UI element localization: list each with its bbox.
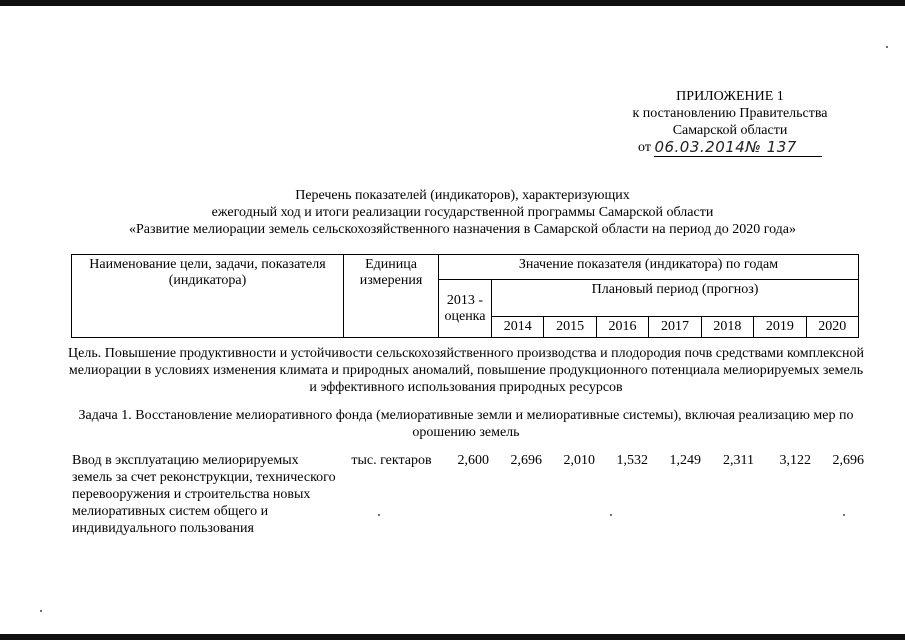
- header-2013: 2013 - оценка: [439, 280, 492, 338]
- year-cell: 2018: [701, 317, 753, 338]
- indicator-value-2020: 2,696: [832, 453, 864, 468]
- goal-text: Цель. Повышение продуктивности и устойчивости сельскохозяйственного производства и плодородия почв средствами комплексной мелиорации в условиях изменения климата и природных аномалий, повышение продукционного потенциала мелиорируемых земель и эффективного использования природных ресурсов: [68, 346, 864, 395]
- handwritten-date: 06.03.2014№ 137: [654, 139, 822, 157]
- header-plan: Плановый период (прогноз): [492, 280, 859, 317]
- appendix-title: ПРИЛОЖЕНИЕ 1: [676, 89, 784, 104]
- year-cell: 2020: [806, 317, 858, 338]
- scan-speck: [378, 514, 380, 516]
- appendix-line: к постановлению Правительства: [632, 106, 828, 121]
- indicator-name: Ввод в эксплуатацию мелиорируемых земель за счет реконструкции, технического перевооружения и строительства новых мелиоративных систем общего и индивидуального пользования: [72, 453, 336, 536]
- indicator-value-2017: 1,249: [669, 453, 701, 468]
- year-cell: 2014: [492, 317, 544, 338]
- year-cell: 2019: [754, 317, 806, 338]
- indicators-table-header: [71, 254, 859, 338]
- indicator-value-2014: 2,696: [510, 453, 542, 468]
- year-cell: 2016: [596, 317, 648, 338]
- year-cell: 2015: [544, 317, 596, 338]
- indicator-value-2019: 3,122: [779, 453, 811, 468]
- indicator-value-2016: 1,532: [616, 453, 648, 468]
- header-values: Значение показателя (индикатора) по годам: [439, 255, 859, 280]
- scan-speck: [843, 514, 845, 516]
- bottom-border: [0, 634, 905, 640]
- appendix-date-row: [600, 139, 860, 157]
- indicator-value-2013: 2,600: [457, 453, 489, 468]
- title-line: «Развитие мелиорации земель сельскохозяйственного назначения в Самарской области на период до 2020 года»: [128, 222, 797, 237]
- appendix-line: Самарской области: [672, 123, 788, 138]
- scan-speck: [886, 46, 888, 48]
- title-line: Перечень показателей (индикаторов), характеризующих: [295, 188, 630, 203]
- indicator-value-2018: 2,311: [723, 453, 754, 468]
- appendix-block: [600, 88, 860, 157]
- document-title: [60, 187, 865, 238]
- year-cell: 2017: [649, 317, 701, 338]
- title-line: ежегодный ход и итоги реализации государственной программы Самарской области: [211, 205, 714, 220]
- top-border: [0, 0, 905, 6]
- date-prefix: от: [638, 140, 651, 155]
- scan-speck: [40, 610, 42, 612]
- scan-speck: [610, 514, 612, 516]
- task-text: Задача 1. Восстановление мелиоративного фонда (мелиоративные земли и мелиоративные системы), включая реализацию мер по орошению земель: [78, 408, 854, 440]
- indicator-unit: тыс. гектаров: [351, 453, 432, 468]
- indicator-value-2015: 2,010: [563, 453, 595, 468]
- header-name: Наименование цели, задачи, показателя (индикатора): [72, 255, 344, 338]
- header-unit: Единица измерения: [344, 255, 439, 338]
